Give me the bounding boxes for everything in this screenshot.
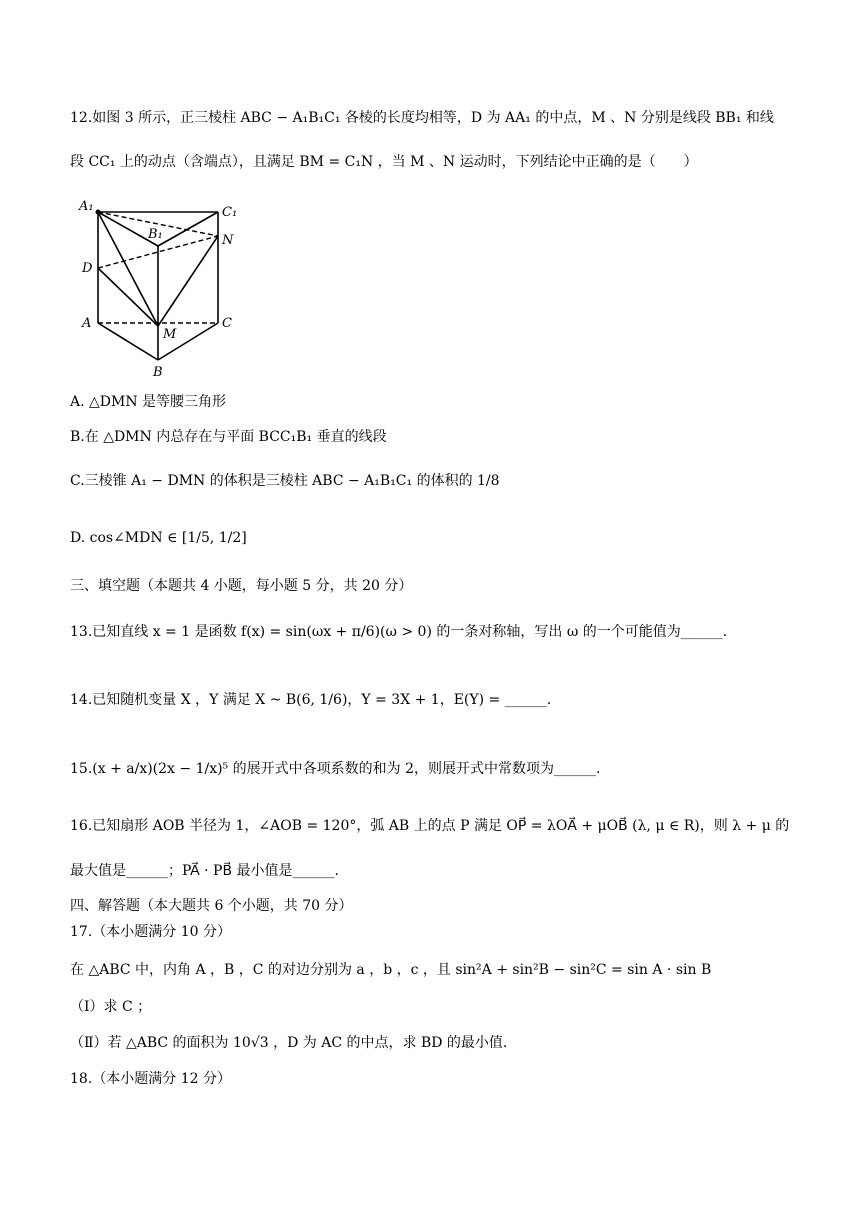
q12-line2: 段 CC₁ 上的动点（含端点），且满足 BM = C₁N ，当 M 、N 运动时，下列结论中正确的是（ ） [70, 154, 698, 170]
q12-line1: 12.如图 3 所示，正三棱柱 ABC − A₁B₁C₁ 各棱的长度均相等，D 为 AA₁ 的中点，M 、N 分别是线段 BB₁ 和线 [70, 110, 774, 126]
q12-option-d: D. cos∠MDN ∈ [1/5, 1/2] [70, 530, 247, 546]
q17-header: 17.（本小题满分 10 分） [70, 924, 231, 940]
q17-part2: （Ⅱ）若 △ABC 的面积为 10√3 ，D 为 AC 的中点，求 BD 的最小值. [70, 1035, 508, 1051]
q17-stem: 在 △ABC 中，内角 A ，B ，C 的对边分别为 a ，b ，c ，且 sin²A + sin²B − sin²C = sin A · sin B [70, 962, 712, 978]
q16-line1: 16.已知扇形 AOB 半径为 1，∠AOB = 120°，弧 AB 上的点 P 满足 OP⃗ = λOA⃗ + μOB⃗ (λ, μ ∈ R)，则 λ + μ 的 [70, 818, 790, 834]
prism-figure [74, 196, 250, 382]
label-C: C [222, 316, 232, 331]
q13: 13.已知直线 x = 1 是函数 f(x) = sin(ωx + π/6)(ω > 0) 的一条对称轴，写出 ω 的一个可能值为______. [70, 624, 728, 640]
label-B: B [153, 365, 163, 380]
q12-option-c: C.三棱锥 A₁ − DMN 的体积是三棱柱 ABC − A₁B₁C₁ 的体积的 1/8 [70, 473, 500, 489]
label-C1: C₁ [222, 205, 238, 220]
label-B1: B₁ [148, 227, 163, 242]
section-3-heading: 三、填空题（本题共 4 小题，每小题 5 分，共 20 分） [70, 578, 413, 594]
q14: 14.已知随机变量 X ，Y 满足 X ~ B(6, 1/6)，Y = 3X + 1，E(Y) = ______. [70, 692, 552, 708]
q12-option-a: A. △DMN 是等腰三角形 [70, 394, 227, 410]
q17-part1: （Ⅰ）求 C ； [70, 999, 152, 1015]
label-D: D [82, 261, 93, 276]
q18-header: 18.（本小题满分 12 分） [70, 1071, 231, 1087]
q15: 15.(x + a/x)(2x − 1/x)⁵ 的展开式中各项系数的和为 2，则展开式中常数项为______. [70, 761, 601, 777]
label-M: M [163, 327, 177, 342]
label-A: A [82, 316, 92, 331]
q12-option-b: B.在 △DMN 内总存在与平面 BCC₁B₁ 垂直的线段 [70, 429, 387, 445]
label-N: N [222, 233, 234, 248]
label-A1: A₁ [79, 199, 94, 214]
q16-line2: 最大值是______；PA⃗ · PB⃗ 最小值是______. [70, 863, 339, 879]
section-4-heading: 四、解答题（本大题共 6 个小题，共 70 分） [70, 898, 353, 914]
